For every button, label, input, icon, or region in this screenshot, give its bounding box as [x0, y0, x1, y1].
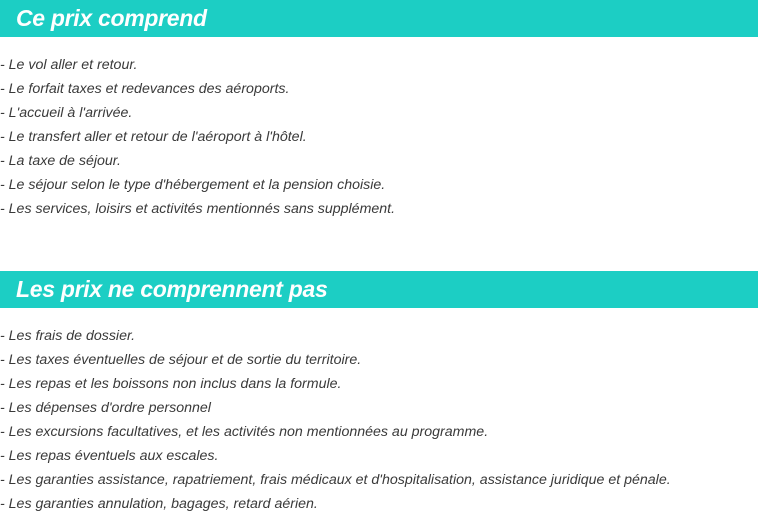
included-section-title: Ce prix comprend [16, 5, 207, 31]
excluded-item: - Les taxes éventuelles de séjour et de sortie du territoire. [0, 352, 362, 368]
included-item: - La taxe de séjour. [0, 153, 121, 169]
excluded-items-list [0, 324, 671, 516]
excluded-item: - Les repas et les boissons non inclus dans la formule. [0, 376, 342, 392]
included-item: - Le forfait taxes et redevances des aéroports. [0, 81, 290, 97]
included-item: - Le séjour selon le type d'hébergement et la pension choisie. [0, 177, 386, 193]
excluded-item: - Les excursions facultatives, et les activités non mentionnées au programme. [0, 424, 489, 440]
excluded-section-title: Les prix ne comprennent pas [16, 276, 328, 302]
included-item: - Les services, loisirs et activités mentionnés sans supplément. [0, 201, 396, 217]
included-item: - Le transfert aller et retour de l'aéroport à l'hôtel. [0, 129, 307, 145]
excluded-item: - Les frais de dossier. [0, 328, 136, 344]
included-item: - L'accueil à l'arrivée. [0, 105, 133, 121]
excluded-section-header [0, 271, 758, 308]
excluded-item: - Les repas éventuels aux escales. [0, 448, 219, 464]
excluded-item: - Les garanties assistance, rapatriement, frais médicaux et d'hospitalisation, assistance juridique et pénale. [0, 472, 671, 488]
excluded-item: - Les garanties annulation, bagages, retard aérien. [0, 496, 318, 512]
excluded-item: - Les dépenses d'ordre personnel [0, 400, 211, 416]
included-item: - Le vol aller et retour. [0, 57, 138, 73]
included-items-list [0, 53, 395, 221]
included-section-header [0, 0, 758, 37]
